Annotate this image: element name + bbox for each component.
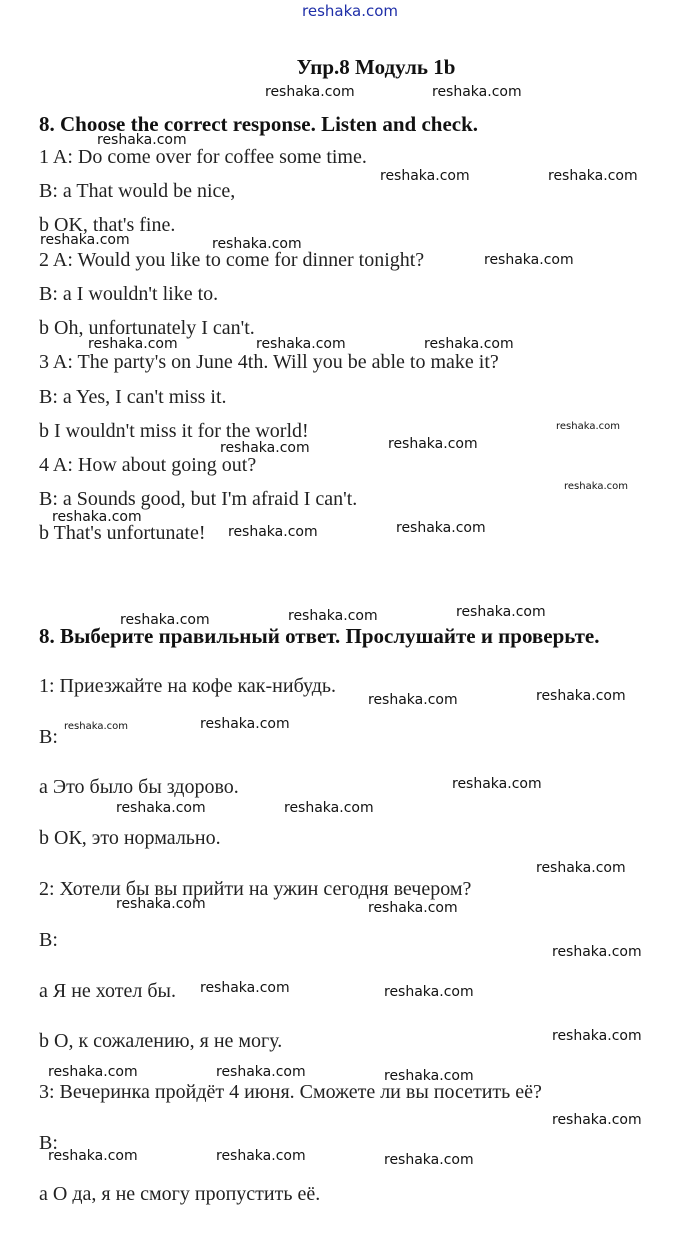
watermark: reshaka.com — [220, 440, 310, 456]
watermark: reshaka.com — [456, 604, 546, 620]
english-line: 3 A: The party's on June 4th. Will you be able to make it? — [39, 351, 499, 373]
russian-line: B: — [39, 1132, 58, 1154]
watermark: reshaka.com — [120, 612, 210, 628]
russian-line: b О, к сожалению, я не могу. — [39, 1030, 283, 1052]
watermark: reshaka.com — [556, 421, 620, 432]
watermark: reshaka.com — [200, 716, 290, 732]
english-line: b That's unfortunate! — [39, 522, 206, 544]
watermark: reshaka.com — [424, 336, 514, 352]
watermark: reshaka.com — [228, 524, 318, 540]
english-line: 1 A: Do come over for coffee some time. — [39, 146, 367, 168]
watermark: reshaka.com — [288, 608, 378, 624]
watermark: reshaka.com — [384, 1152, 474, 1168]
russian-heading: 8. Выберите правильный ответ. Прослушайте и проверьте. — [39, 624, 600, 648]
watermark: reshaka.com — [384, 1068, 474, 1084]
russian-line: B: — [39, 929, 58, 951]
russian-line: a О да, я не смогу пропустить её. — [39, 1183, 321, 1205]
watermark: reshaka.com — [256, 336, 346, 352]
watermark: reshaka.com — [552, 944, 642, 960]
english-line: b I wouldn't miss it for the world! — [39, 420, 309, 442]
watermark: reshaka.com — [200, 980, 290, 996]
english-line: b OK, that's fine. — [39, 214, 176, 236]
watermark: reshaka.com — [536, 860, 626, 876]
russian-line: a Это было бы здорово. — [39, 776, 239, 798]
watermark: reshaka.com — [552, 1112, 642, 1128]
english-line: B: a That would be nice, — [39, 180, 236, 202]
russian-line: B: — [39, 726, 58, 748]
watermark: reshaka.com — [40, 232, 130, 248]
watermark: reshaka.com — [216, 1064, 306, 1080]
watermark: reshaka.com — [384, 984, 474, 1000]
english-line: 4 A: How about going out? — [39, 454, 257, 476]
russian-line: 2: Хотели бы вы прийти на ужин сегодня вечером? — [39, 878, 472, 900]
watermark: reshaka.com — [212, 236, 302, 252]
english-line: B: a I wouldn't like to. — [39, 283, 219, 305]
russian-line: 3: Вечеринка пройдёт 4 июня. Сможете ли вы посетить её? — [39, 1081, 542, 1103]
watermark: reshaka.com — [97, 132, 187, 148]
watermark: reshaka.com — [216, 1148, 306, 1164]
watermark: reshaka.com — [88, 336, 178, 352]
russian-line: 1: Приезжайте на кофе как-нибудь. — [39, 675, 337, 697]
site-link[interactable]: reshaka.com — [302, 2, 398, 20]
watermark: reshaka.com — [452, 776, 542, 792]
watermark: reshaka.com — [484, 252, 574, 268]
watermark: reshaka.com — [564, 481, 628, 492]
watermark: reshaka.com — [388, 436, 478, 452]
watermark: reshaka.com — [536, 688, 626, 704]
watermark: reshaka.com — [432, 84, 522, 100]
russian-line: a Я не хотел бы. — [39, 980, 176, 1002]
russian-line: b ОК, это нормально. — [39, 827, 221, 849]
watermark: reshaka.com — [116, 800, 206, 816]
watermark: reshaka.com — [116, 896, 206, 912]
watermark: reshaka.com — [552, 1028, 642, 1044]
watermark: reshaka.com — [368, 692, 458, 708]
watermark: reshaka.com — [396, 520, 486, 536]
watermark: reshaka.com — [64, 721, 128, 732]
watermark: reshaka.com — [265, 84, 355, 100]
watermark: reshaka.com — [48, 1148, 138, 1164]
watermark: reshaka.com — [368, 900, 458, 916]
page-title: Упр.8 Модуль 1b — [296, 55, 456, 79]
watermark: reshaka.com — [52, 509, 142, 525]
english-line: b Oh, unfortunately I can't. — [39, 317, 255, 339]
watermark: reshaka.com — [284, 800, 374, 816]
english-heading: 8. Choose the correct response. Listen and check. — [39, 112, 479, 136]
watermark: reshaka.com — [380, 168, 470, 184]
english-line: B: a Yes, I can't miss it. — [39, 386, 227, 408]
watermark: reshaka.com — [48, 1064, 138, 1080]
watermark: reshaka.com — [548, 168, 638, 184]
english-line: 2 A: Would you like to come for dinner tonight? — [39, 249, 425, 271]
english-line: B: a Sounds good, but I'm afraid I can't. — [39, 488, 358, 510]
